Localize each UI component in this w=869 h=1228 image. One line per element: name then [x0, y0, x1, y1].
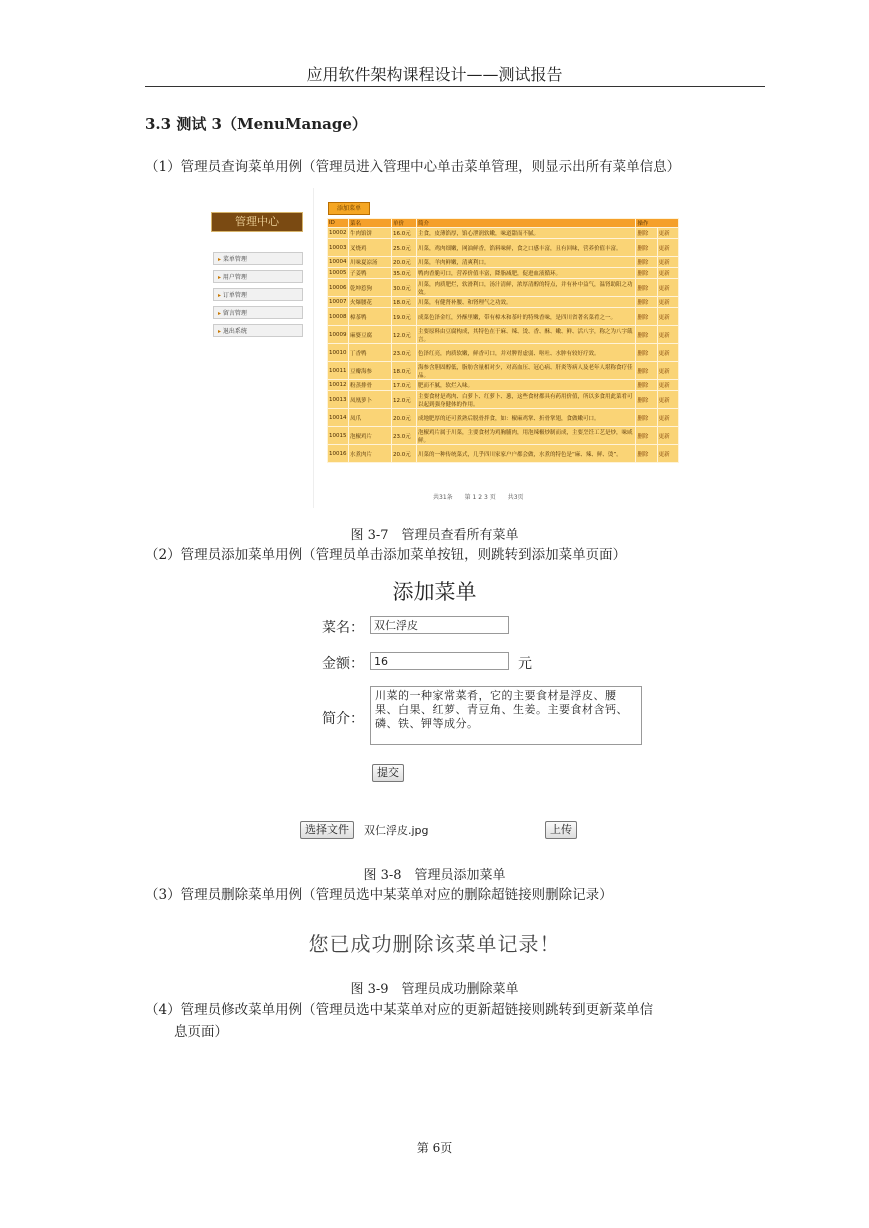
cell-id: 10014 — [328, 409, 349, 427]
delete-success-message: 您已成功删除该菜单记录！ — [308, 932, 561, 956]
table-row — [328, 391, 679, 409]
paragraph-4-line-2: 息页面） — [174, 1024, 228, 1040]
delete-link[interactable]: 删除 — [636, 297, 657, 308]
delete-link[interactable]: 删除 — [636, 344, 657, 362]
table-row — [328, 409, 679, 427]
cell-id: 10003 — [328, 239, 349, 257]
pagination[interactable]: 共31条 第 1 2 3 页 共3页 — [433, 494, 524, 501]
update-link[interactable]: 更新 — [657, 362, 678, 380]
delete-link[interactable]: 删除 — [636, 279, 657, 297]
cell-name: 泡椒鸡片 — [349, 427, 392, 445]
table-row — [328, 297, 679, 308]
update-link[interactable]: 更新 — [657, 268, 678, 279]
table-row — [328, 279, 679, 297]
figure-caption-3-7: 图 3-7 管理员查看所有菜单 — [350, 528, 519, 543]
cell-id: 10015 — [328, 427, 349, 445]
cell-price: 25.0元 — [392, 239, 417, 257]
update-link[interactable]: 更新 — [657, 228, 678, 239]
delete-link[interactable]: 删除 — [636, 326, 657, 344]
menu-list-screenshot — [203, 188, 683, 508]
cell-name: 川味夏凉汤 — [349, 257, 392, 268]
update-link[interactable]: 更新 — [657, 239, 678, 257]
selected-file-name: 双仁浮皮.jpg — [364, 824, 429, 837]
column-header-name: 菜名 — [349, 219, 392, 228]
sidebar-item-messages[interactable]: ▸ 留言管理 — [213, 306, 303, 319]
column-header-desc: 简介 — [417, 219, 636, 228]
cell-description: 主食，皮薄馅厚，馅心泄润软嫩，味道甜而不腻。 — [417, 228, 636, 239]
update-link[interactable]: 更新 — [657, 409, 678, 427]
cell-id: 10010 — [328, 344, 349, 362]
cell-description: 川菜，肉质肥烂，软滑利口，汤汁清鲜，浓厚清醇的特点，并有补中益气，温肾助阳之功效。 — [417, 279, 636, 297]
cell-description: 成菜色泽金红，外酥里嫩，带有樟木和茶叶的特殊香味，是四川省著名菜肴之一。 — [417, 308, 636, 326]
cell-id: 10016 — [328, 445, 349, 463]
cell-name: 麻婆豆腐 — [349, 326, 392, 344]
table-row — [328, 257, 679, 268]
cell-description: 色泽红亮，肉质软嫩，鲜香可口，并对脾胃虚弱、呕吐、水肿有较好疗效。 — [417, 344, 636, 362]
cell-price: 12.0元 — [392, 391, 417, 409]
cell-price: 17.0元 — [392, 380, 417, 391]
description-label: 简介： — [322, 711, 364, 727]
column-header-price: 单价 — [392, 219, 417, 228]
update-link[interactable]: 更新 — [657, 380, 678, 391]
cell-name: 牛肉馅饼 — [349, 228, 392, 239]
cell-name: 水煮肉片 — [349, 445, 392, 463]
cell-id: 10007 — [328, 297, 349, 308]
cell-name: 子姜鸭 — [349, 268, 392, 279]
table-row — [328, 380, 679, 391]
cell-name: 粉蒸排骨 — [349, 380, 392, 391]
delete-link[interactable]: 删除 — [636, 228, 657, 239]
delete-link[interactable]: 删除 — [636, 391, 657, 409]
submit-button[interactable]: 提交 — [372, 764, 404, 782]
cell-id: 10002 — [328, 228, 349, 239]
cell-description: 川菜，羊肉鲜嫩，清爽利口。 — [417, 257, 636, 268]
table-row — [328, 362, 679, 380]
cell-price: 20.0元 — [392, 409, 417, 427]
sidebar-item-menu[interactable]: ▸ 菜单管理 — [213, 252, 303, 265]
cell-name: 丁香鸭 — [349, 344, 392, 362]
delete-link[interactable]: 删除 — [636, 427, 657, 445]
price-unit: 元 — [518, 656, 532, 672]
update-link[interactable]: 更新 — [657, 445, 678, 463]
paragraph-1: （1）管理员查询菜单用例（管理员进入管理中心单击菜单管理，则显示出所有菜单信息） — [145, 159, 681, 175]
cell-description: 泡椒鸡片属于川菜，主要食材为鸡胸脯肉，用泡辣椒炒制而成，主要烹饪工艺是炒，味咸鲜。 — [417, 427, 636, 445]
sidebar-item-users[interactable]: ▸ 用户管理 — [213, 270, 303, 283]
add-menu-form-title: 添加菜单 — [392, 580, 477, 604]
delete-link[interactable]: 删除 — [636, 308, 657, 326]
table-row — [328, 308, 679, 326]
cell-description: 海参含胆固醇低，脂肪含量相对少，对高血压、冠心病、肝炎等病人及老年人堪称食疗佳品。 — [417, 362, 636, 380]
cell-description: 主要原料由豆腐构成，其特色在于麻、辣、烫、香、酥、嫩、鲜、活八字，称之为八字箴言。 — [417, 326, 636, 344]
cell-price: 23.0元 — [392, 427, 417, 445]
cell-description: 主要食材是鸡肉、白萝卜、红萝卜、葱，这些食材都具有药用价值，所以多食用此菜肴可以起到强身健体的作用。 — [417, 391, 636, 409]
cell-price: 12.0元 — [392, 326, 417, 344]
cell-name: 叉烧鸡 — [349, 239, 392, 257]
delete-link[interactable]: 删除 — [636, 409, 657, 427]
price-label: 金额： — [322, 656, 364, 672]
document-header-title: 应用软件架构课程设计——测试报告 — [306, 65, 563, 84]
sidebar-item-orders[interactable]: ▸ 订单管理 — [213, 288, 303, 301]
update-link[interactable]: 更新 — [657, 257, 678, 268]
cell-price: 23.0元 — [392, 344, 417, 362]
cell-id: 10012 — [328, 380, 349, 391]
column-header-id: ID — [328, 219, 349, 228]
update-link[interactable]: 更新 — [657, 308, 678, 326]
delete-link[interactable]: 删除 — [636, 362, 657, 380]
update-link[interactable]: 更新 — [657, 326, 678, 344]
admin-center-title: 管理中心 — [211, 212, 303, 232]
cell-price: 16.0元 — [392, 228, 417, 239]
dish-name-label: 菜名： — [322, 620, 364, 636]
table-row — [328, 326, 679, 344]
figure-caption-3-8: 图 3-8 管理员添加菜单 — [363, 868, 506, 883]
paragraph-2: （2）管理员添加菜单用例（管理员单击添加菜单按钮，则跳转到添加菜单页面） — [145, 547, 627, 563]
cell-description: 川菜，有健肾补腰、和肾理气之功效。 — [417, 297, 636, 308]
paragraph-3: （3）管理员删除菜单用例（管理员选中某菜单对应的删除超链接则删除记录） — [145, 887, 613, 903]
cell-description: 成地肥厚的还可煮熟后脱骨拌食，如：椒麻鸡掌、折骨掌翅，食做嫩可口。 — [417, 409, 636, 427]
choose-file-button[interactable]: 选择文件 — [300, 821, 354, 839]
header-divider — [145, 86, 765, 87]
delete-link[interactable]: 删除 — [636, 445, 657, 463]
cell-id: 10013 — [328, 391, 349, 409]
upload-button[interactable]: 上传 — [545, 821, 577, 839]
cell-id: 10009 — [328, 326, 349, 344]
cell-price: 35.0元 — [392, 268, 417, 279]
add-menu-tab[interactable]: 添加菜单 — [328, 202, 370, 215]
column-header-action: 操作 — [636, 219, 679, 228]
table-row — [328, 239, 679, 257]
paragraph-4-line-1: （4）管理员修改菜单用例（管理员选中某菜单对应的更新超链接则跳转到更新菜单信 — [145, 1002, 654, 1018]
update-link[interactable]: 更新 — [657, 391, 678, 409]
table-row — [328, 228, 679, 239]
cell-name: 火爆腰花 — [349, 297, 392, 308]
delete-link[interactable]: 删除 — [636, 239, 657, 257]
cell-price: 18.0元 — [392, 362, 417, 380]
section-title: 3.3 测试 3（MenuManage） — [145, 115, 367, 133]
cell-price: 19.0元 — [392, 308, 417, 326]
dish-name-input[interactable]: 双仁浮皮 — [370, 616, 509, 634]
cell-description: 川菜，鸡肉细嫩，网油鲜香，馅料味鲜，食之口感丰富，且有回味，营养价值丰富。 — [417, 239, 636, 257]
cell-price: 20.0元 — [392, 445, 417, 463]
cell-price: 20.0元 — [392, 257, 417, 268]
update-link[interactable]: 更新 — [657, 279, 678, 297]
cell-price: 18.0元 — [392, 297, 417, 308]
cell-description: 肥而不腻，软烂入味。 — [417, 380, 636, 391]
cell-id: 10005 — [328, 268, 349, 279]
delete-link[interactable]: 删除 — [636, 268, 657, 279]
cell-name: 凤爪 — [349, 409, 392, 427]
sidebar-item-logout[interactable]: ▸ 退出系统 — [213, 324, 303, 337]
admin-sidebar — [203, 188, 314, 508]
cell-id: 10011 — [328, 362, 349, 380]
table-row — [328, 427, 679, 445]
update-link[interactable]: 更新 — [657, 427, 678, 445]
table-row — [328, 344, 679, 362]
cell-description: 川菜的一种传统菜式，几乎四川家家户户都会做，水煮的特色是“麻、辣、鲜、烫”。 — [417, 445, 636, 463]
menu-table — [327, 218, 679, 463]
cell-id: 10008 — [328, 308, 349, 326]
page-number: 第 6页 — [416, 1141, 453, 1155]
cell-name: 乾坤惹狗 — [349, 279, 392, 297]
update-link[interactable]: 更新 — [657, 344, 678, 362]
update-link[interactable]: 更新 — [657, 297, 678, 308]
cell-name: 樟茶鸭 — [349, 308, 392, 326]
cell-price: 30.0元 — [392, 279, 417, 297]
delete-link[interactable]: 删除 — [636, 257, 657, 268]
cell-name: 凤凰萝卜 — [349, 391, 392, 409]
table-row — [328, 268, 679, 279]
description-textarea[interactable]: 川菜的一种家常菜肴，它的主要食材是浮皮、腰果、白果、红萝、青豆角、生姜。主要食材含钙、磷、铁、钾等成分。 — [370, 686, 642, 745]
figure-caption-3-9: 图 3-9 管理员成功删除菜单 — [350, 982, 519, 997]
delete-link[interactable]: 删除 — [636, 380, 657, 391]
cell-id: 10004 — [328, 257, 349, 268]
price-input[interactable]: 16 — [370, 652, 509, 670]
cell-description: 鸭肉香脆可口，营养价值丰富，降脂减肥，促进血液循环。 — [417, 268, 636, 279]
cell-name: 豆瓣海参 — [349, 362, 392, 380]
cell-id: 10006 — [328, 279, 349, 297]
table-row — [328, 445, 679, 463]
